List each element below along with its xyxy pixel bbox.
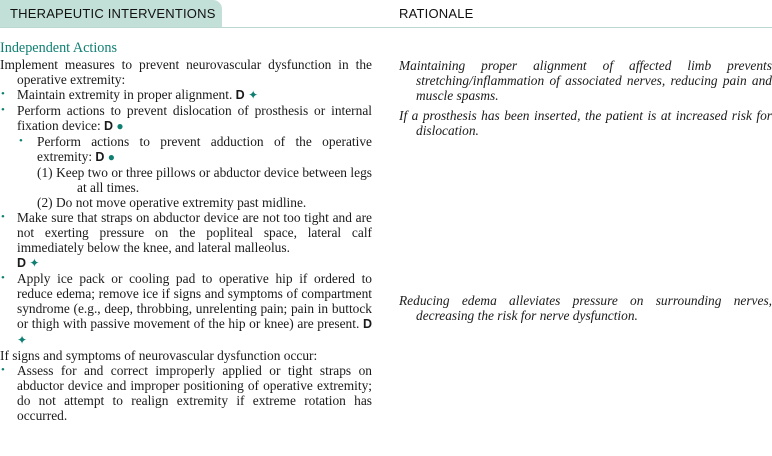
header-divider xyxy=(0,27,772,28)
numbered-text: Keep two or three pillows or abductor device between legs at all times. xyxy=(56,165,372,195)
intervention-text: Make sure that straps on abductor device are not too tight and are not exerting pressure on the popliteal space, lateral calf immediately below the knee, and lateral malleolus. xyxy=(17,210,372,255)
bullet-icon: • xyxy=(1,88,5,100)
intervention-intro: Implement measures to prevent neurovascular dysfunction in the operative extremity: xyxy=(0,57,372,87)
intervention-text: Apply ice pack or cooling pad to operative hip if ordered to reduce edema; remove ice if signs and symptoms of compartment syndrome (e.g., deep, throbbing, unrelenting pain; pain in buttock or thigh with passive movement of the hip or knee) are present. xyxy=(17,271,372,331)
sparkle-icon: ✦ xyxy=(29,256,40,270)
numbered-item-pillows xyxy=(0,165,372,195)
intervention-item-alignment xyxy=(0,87,372,103)
bullet-icon: • xyxy=(1,364,5,376)
d-tag: D xyxy=(362,317,372,331)
d-tag: D xyxy=(104,119,114,133)
number-label: (1) xyxy=(37,165,53,180)
numbered-item-midline xyxy=(0,195,372,210)
intervention-item-straps xyxy=(0,210,372,271)
intervention-text: Perform actions to prevent dislocation of prosthesis or internal fixation device: xyxy=(17,103,372,133)
bullet-icon: • xyxy=(1,272,5,284)
intervention-item-dislocation xyxy=(0,103,372,134)
rationale-edema xyxy=(399,293,772,323)
intervention-item-assess-straps xyxy=(0,363,372,423)
column-header-rationale: RATIONALE xyxy=(399,6,474,21)
rationale-text: If a prosthesis has been inserted, the patient is at increased risk for dislocation. xyxy=(399,108,772,138)
section-title: Independent Actions xyxy=(0,40,118,56)
intervention-item-ice-pack xyxy=(0,271,372,348)
numbered-text: Do not move operative extremity past midline. xyxy=(55,195,307,210)
intervention-text: Perform actions to prevent adduction of the operative extremity: xyxy=(37,134,372,164)
interventions-column xyxy=(0,40,372,423)
d-tag: D xyxy=(235,88,245,102)
bullet-icon: • xyxy=(1,104,5,116)
rationale-alignment xyxy=(399,58,772,103)
number-label: (2) xyxy=(37,195,53,210)
circle-icon: ● xyxy=(107,150,116,164)
sparkle-icon: ✦ xyxy=(248,88,259,102)
column-header-interventions: THERAPEUTIC INTERVENTIONS xyxy=(0,0,222,27)
d-tag: D xyxy=(17,256,27,270)
d-tag: D xyxy=(95,150,105,164)
sparkle-icon: ✦ xyxy=(17,333,28,347)
bullet-icon: • xyxy=(1,211,5,223)
rationale-text: Reducing edema alleviates pressure on surrounding nerves, decreasing the risk for nerve dysfunction. xyxy=(399,293,772,323)
intervention-text: Maintain extremity in proper alignment. xyxy=(17,87,233,102)
intervention-text: Assess for and correct improperly applied or tight straps on abductor device and improper positioning of operative extremity; do not attempt to realign extremity if extreme rotation has occurred. xyxy=(17,363,372,423)
rationale-dislocation xyxy=(399,108,772,138)
rationale-text: Maintaining proper alignment of affected limb prevents stretching/inflammation of associated nerves, reducing pain and muscle spasms. xyxy=(399,58,772,103)
intervention-subitem-adduction xyxy=(0,134,372,165)
intervention-intro-2: If signs and symptoms of neurovascular dysfunction occur: xyxy=(0,348,318,363)
circle-icon: ● xyxy=(116,119,124,133)
bullet-icon: • xyxy=(19,135,23,147)
